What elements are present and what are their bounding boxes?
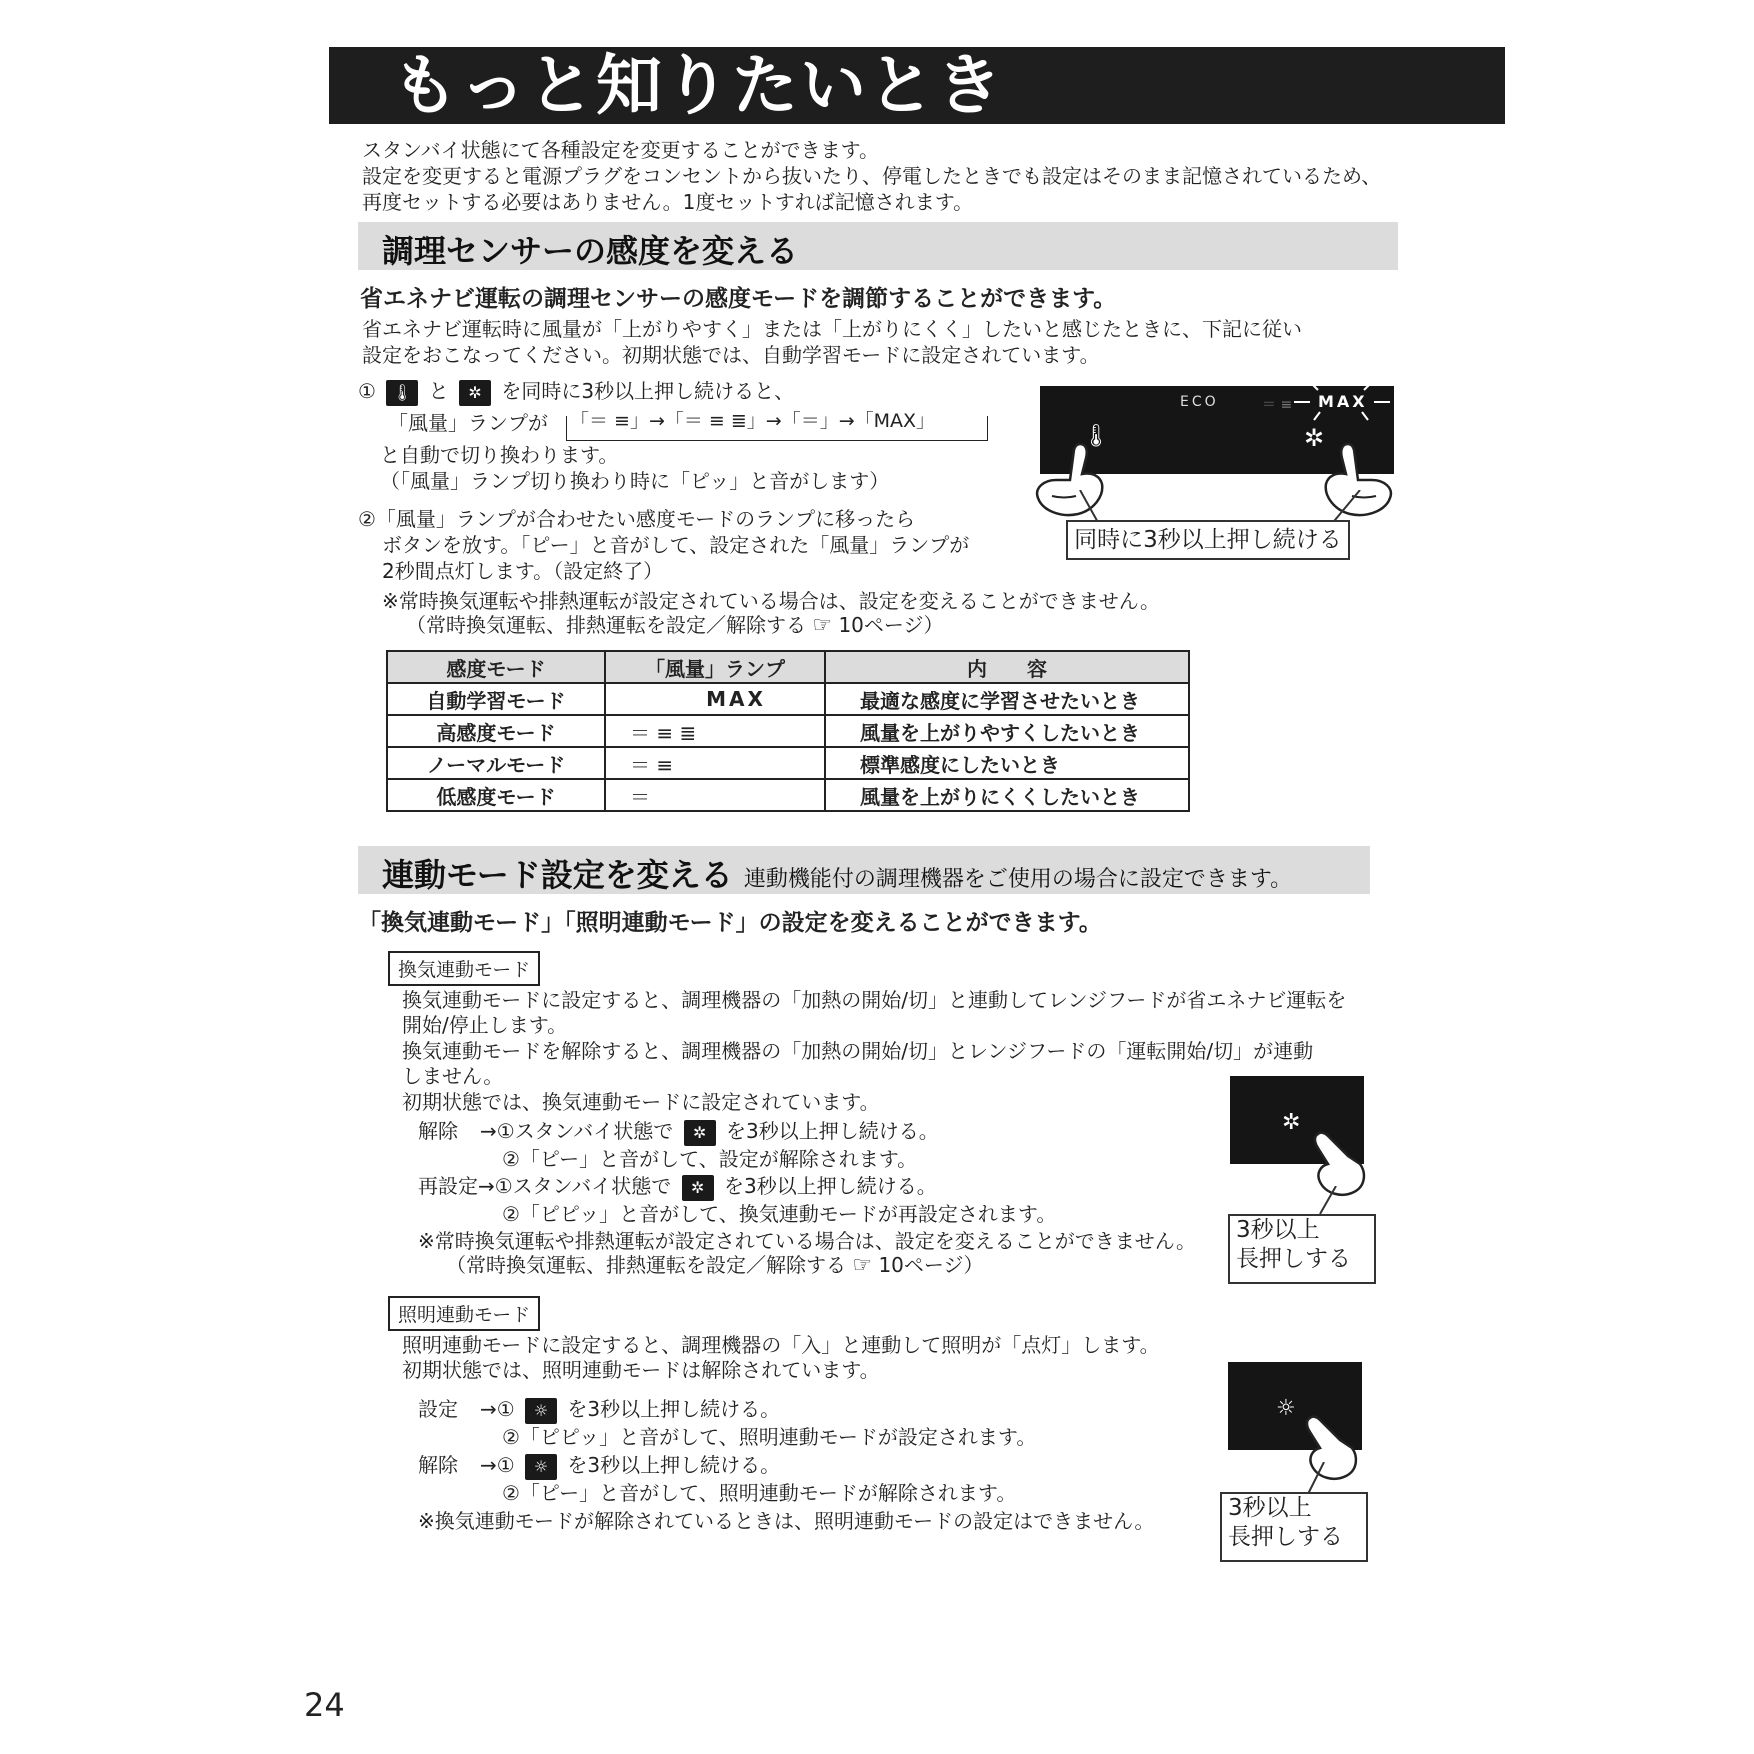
- intro-line-1: スタンバイ状態にて各種設定を変更することができます。: [362, 138, 879, 162]
- callout-light-line1: 3秒以上: [1228, 1495, 1312, 1521]
- section-subtitle-link: 連動機能付の調理機器をご使用の場合に設定できます。: [743, 867, 1293, 892]
- fan-button-icon[interactable]: ✲: [682, 1175, 714, 1201]
- intro-line-2: 設定を変更すると電源プラグをコンセントから抜いたり、停電したときでも設定はそのまま記憶されているため、: [362, 164, 1382, 188]
- step1-flow: 「＝ ≡」→「＝ ≡ ≣」→「＝」→「MAX」: [570, 410, 936, 432]
- light-button-icon[interactable]: ☼: [525, 1454, 557, 1480]
- table-header: 感度モード: [387, 651, 605, 683]
- link-lead: 「換気連動モード」「照明連動モード」の設定を変えることができます。: [358, 910, 1102, 936]
- vent-line-1: 換気連動モードに設定すると、調理機器の「加熱の開始/切」と連動してレンジフードが省エネナビ運転を: [402, 988, 1347, 1012]
- vent-line-5: 初期状態では、換気連動モードに設定されています。: [402, 1090, 880, 1114]
- step1-and: と: [428, 379, 449, 403]
- panel-max-lamp: MAX: [1318, 392, 1368, 411]
- max-glow-icon: [1290, 376, 1400, 426]
- vent-line-3: 換気連動モードを解除すると、調理機器の「加熱の開始/切」とレンジフードの「運転開始/切」が連動: [402, 1039, 1314, 1063]
- vent-note-1: ※常時換気運転や排熱運転が設定されている場合は、設定を変えることができません。: [418, 1229, 1196, 1253]
- callout-pointer-line: [1300, 1462, 1340, 1496]
- sensor-desc-2: 設定をおこなってください。初期状態では、自動学習モードに設定されています。: [362, 343, 1100, 367]
- sensor-desc-1: 省エネナビ運転時に風量が「上がりやすく」または「上がりにくく」したいと感じたときに、下記に従い: [362, 317, 1302, 341]
- panel-fan-lamp: ＝ ≡: [1262, 397, 1293, 413]
- light-set-line2: ②「ピピッ」と音がして、照明連動モードが設定されます。: [502, 1425, 1037, 1449]
- step1-rest: を同時に3秒以上押し続けると、: [501, 379, 795, 403]
- vent-reset1-pre: →①スタンバイ状態で: [478, 1174, 672, 1198]
- table-cell-desc: 最適な感度に学習させたいとき: [825, 683, 1189, 715]
- vent-reset-line2: ②「ピピッ」と音がして、換気連動モードが再設定されます。: [502, 1202, 1057, 1226]
- table-cell-desc: 風量を上がりにくくしたいとき: [825, 779, 1189, 811]
- reference-finger-icon: ☞: [852, 1253, 873, 1278]
- light-mode-label: 照明連動モード: [388, 1296, 540, 1331]
- callout-pointer-line: [1312, 1186, 1352, 1216]
- light-line-1: 照明連動モードに設定すると、調理機器の「入」と連動して照明が「点灯」します。: [402, 1333, 1160, 1357]
- step1-line4: （「風量」ランプ切り換わり時に「ピッ」と音がします）: [380, 469, 890, 493]
- reference-finger-icon: ☞: [812, 613, 833, 638]
- vent-note-2: [446, 1252, 984, 1279]
- panel-thermo-icon[interactable]: 🌡: [1082, 424, 1110, 449]
- vent-note-2-ref: 10ページ）: [878, 1253, 984, 1277]
- vent-reset1-post: を3秒以上押し続ける。: [724, 1174, 937, 1198]
- table-header: 「風量」ランプ: [605, 651, 825, 683]
- sensitivity-table: [386, 650, 1190, 812]
- fan-button-icon[interactable]: ✲: [684, 1120, 716, 1146]
- vent-release1-post: を3秒以上押し続ける。: [726, 1119, 939, 1143]
- light-set1-post: を3秒以上押し続ける。: [567, 1397, 781, 1421]
- vent-line-4: しません。: [402, 1064, 504, 1088]
- table-cell-mode: ノーマルモード: [387, 747, 605, 779]
- vent-release-line1: [418, 1118, 939, 1146]
- vent-release-label: 解除: [418, 1119, 458, 1143]
- section-title-link-text: 連動モード設定を変える: [382, 856, 733, 894]
- section-title-sensor: 調理センサーの感度を変える: [382, 232, 799, 270]
- panel-vent-fan-icon[interactable]: ✲: [1282, 1110, 1301, 1135]
- table-cell-mode: 低感度モード: [387, 779, 605, 811]
- callout-light-hold: [1220, 1492, 1368, 1562]
- panel-light-icon[interactable]: ☼: [1276, 1396, 1296, 1421]
- table-row: [387, 747, 1189, 779]
- table-cell-lamp: ＝ ≡ ≣: [605, 715, 825, 747]
- page-title: もっと知りたいとき: [392, 47, 1004, 124]
- vent-release-line2: ②「ピー」と音がして、設定が解除されます。: [502, 1147, 918, 1171]
- step2-line2: ボタンを放す。「ピー」と音がして、設定された「風量」ランプが: [382, 533, 970, 557]
- step1-line3: と自動で切り換わります。: [380, 443, 619, 467]
- light-release-label: 解除: [418, 1453, 458, 1477]
- light-line-2: 初期状態では、照明連動モードは解除されています。: [402, 1358, 880, 1382]
- light-button-icon[interactable]: ☼: [525, 1398, 557, 1424]
- callout-vent-line2: 長押しする: [1236, 1246, 1351, 1272]
- fan-button-icon[interactable]: ✲: [459, 380, 491, 406]
- light-release-line1: [418, 1452, 780, 1480]
- sensor-lead: 省エネナビ運転の調理センサーの感度モードを調節することができます。: [360, 286, 1117, 312]
- light-set1-pre: →①: [480, 1397, 515, 1421]
- table-row: [387, 779, 1189, 811]
- callout-light-line2: 長押しする: [1228, 1524, 1343, 1550]
- sensor-note-2-text: （常時換気運転、排熱運転を設定／解除する: [406, 613, 806, 637]
- vent-reset-label: 再設定: [418, 1174, 478, 1198]
- callout-vent-hold: [1228, 1214, 1376, 1284]
- vent-note-2-text: （常時換気運転、排熱運転を設定／解除する: [446, 1253, 846, 1277]
- vent-reset-line1: [418, 1173, 937, 1201]
- section-title-link: [382, 850, 1292, 896]
- step1-lamp-label: 「風量」ランプが: [388, 411, 548, 435]
- vent-line-2: 開始/停止します。: [402, 1013, 568, 1037]
- table-cell-lamp: MAX: [605, 683, 825, 715]
- step2-line3: 2秒間点灯します。（設定終了）: [382, 559, 664, 583]
- callout-press-both: 同時に3秒以上押し続ける: [1066, 520, 1350, 560]
- table-cell-lamp: ＝ ≡: [605, 747, 825, 779]
- intro-line-3: 再度セットする必要はありません。1度セットすれば記憶されます。: [362, 190, 974, 214]
- table-cell-desc: 風量を上がりやすくしたいとき: [825, 715, 1189, 747]
- light-note: ※換気連動モードが解除されているときは、照明連動モードの設定はできません。: [418, 1509, 1155, 1533]
- table-cell-desc: 標準感度にしたいとき: [825, 747, 1189, 779]
- step1-number: ①: [358, 379, 376, 403]
- table-header: 内 容: [825, 651, 1189, 683]
- light-release1-post: を3秒以上押し続ける。: [567, 1453, 781, 1477]
- table-cell-mode: 高感度モード: [387, 715, 605, 747]
- step2-line1: ②「風量」ランプが合わせたい感度モードのランプに移ったら: [358, 507, 916, 531]
- table-cell-mode: 自動学習モード: [387, 683, 605, 715]
- vent-mode-label: 換気連動モード: [388, 951, 540, 986]
- light-release1-pre: →①: [480, 1453, 515, 1477]
- table-header-row: [387, 651, 1189, 683]
- thermo-button-icon[interactable]: 🌡: [386, 380, 418, 406]
- panel-fan-icon[interactable]: ✲: [1304, 424, 1325, 452]
- page-number: 24: [304, 1686, 345, 1724]
- sensor-note-1: ※常時換気運転や排熱運転が設定されている場合は、設定を変えることができません。: [382, 589, 1160, 613]
- light-set-label: 設定: [418, 1397, 458, 1421]
- sensor-note-2-ref: 10ページ）: [838, 613, 944, 637]
- light-release-line2: ②「ピー」と音がして、照明連動モードが解除されます。: [502, 1481, 1017, 1505]
- light-set-line1: [418, 1396, 780, 1424]
- vent-release1-pre: →①スタンバイ状態で: [480, 1119, 674, 1143]
- panel-eco-label: ECO: [1180, 394, 1219, 410]
- step1-line: [358, 378, 794, 406]
- table-row: [387, 715, 1189, 747]
- table-cell-lamp: ＝: [605, 779, 825, 811]
- table-row: [387, 683, 1189, 715]
- sensor-note-2: [406, 612, 944, 639]
- callout-vent-line1: 3秒以上: [1236, 1217, 1320, 1243]
